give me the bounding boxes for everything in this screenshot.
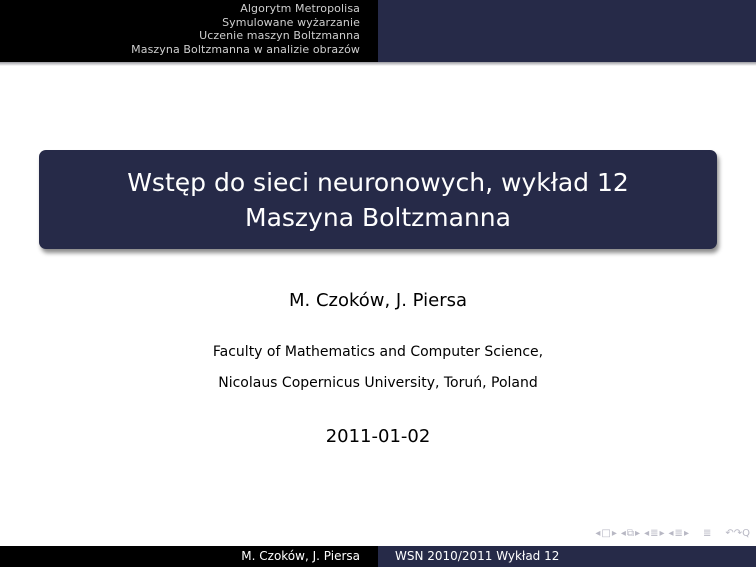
- prev-part-icon[interactable]: ◂: [668, 528, 674, 539]
- next-subsection-icon[interactable]: ▸: [635, 528, 641, 539]
- presentation-date: 2011-01-02: [325, 426, 431, 447]
- header-right-panel: [378, 0, 756, 62]
- prev-section-icon[interactable]: ◂: [644, 528, 650, 539]
- nav-item-metropolis[interactable]: Algorytm Metropolisa: [240, 2, 360, 15]
- header-bar: [0, 0, 756, 62]
- nav-item-image-analysis[interactable]: Maszyna Boltzmanna w analizie obrazów: [131, 42, 360, 56]
- section-navigation: [0, 0, 378, 62]
- subsection-navigation: [621, 528, 640, 540]
- appendix-icon[interactable]: ≣: [702, 528, 712, 539]
- next-part-icon[interactable]: ▸: [683, 528, 689, 539]
- institution-line-2: Nicolaus Copernicus University, Toruń, Poland: [218, 375, 538, 391]
- subsection-icon[interactable]: ⧉: [626, 528, 635, 539]
- slide-subtitle: Maszyna Boltzmanna: [245, 202, 511, 232]
- frame-navigation: [595, 528, 617, 540]
- nav-item-annealing[interactable]: Symulowane wyżarzanie: [222, 15, 360, 29]
- back-forward-search-icon[interactable]: ↶↷Q: [725, 528, 750, 539]
- slide-title: Wstęp do sieci neuronowych, wykład 12: [127, 167, 629, 197]
- footer-lecture-title: WSN 2010/2011 Wykład 12: [378, 546, 756, 567]
- footer-bar: [0, 546, 756, 567]
- part-icon[interactable]: ≣: [674, 528, 683, 539]
- title-box: [39, 150, 717, 249]
- frame-icon[interactable]: □: [601, 528, 611, 539]
- section-navigation-symbols: [644, 528, 664, 540]
- nav-item-learning[interactable]: Uczenie maszyn Boltzmanna: [199, 29, 360, 43]
- navigation-symbols: [595, 526, 750, 542]
- part-navigation: [669, 528, 689, 540]
- next-section-icon[interactable]: ▸: [659, 528, 665, 539]
- institution-line-1: Faculty of Mathematics and Computer Science,: [212, 344, 544, 360]
- prev-frame-icon[interactable]: ◂: [595, 528, 601, 539]
- next-frame-icon[interactable]: ▸: [611, 528, 617, 539]
- authors: M. Czoków, J. Piersa: [288, 290, 468, 311]
- prev-subsection-icon[interactable]: ◂: [620, 528, 626, 539]
- footer-authors: M. Czoków, J. Piersa: [0, 546, 378, 567]
- section-icon[interactable]: ≣: [650, 528, 659, 539]
- header-shadow: [0, 62, 756, 66]
